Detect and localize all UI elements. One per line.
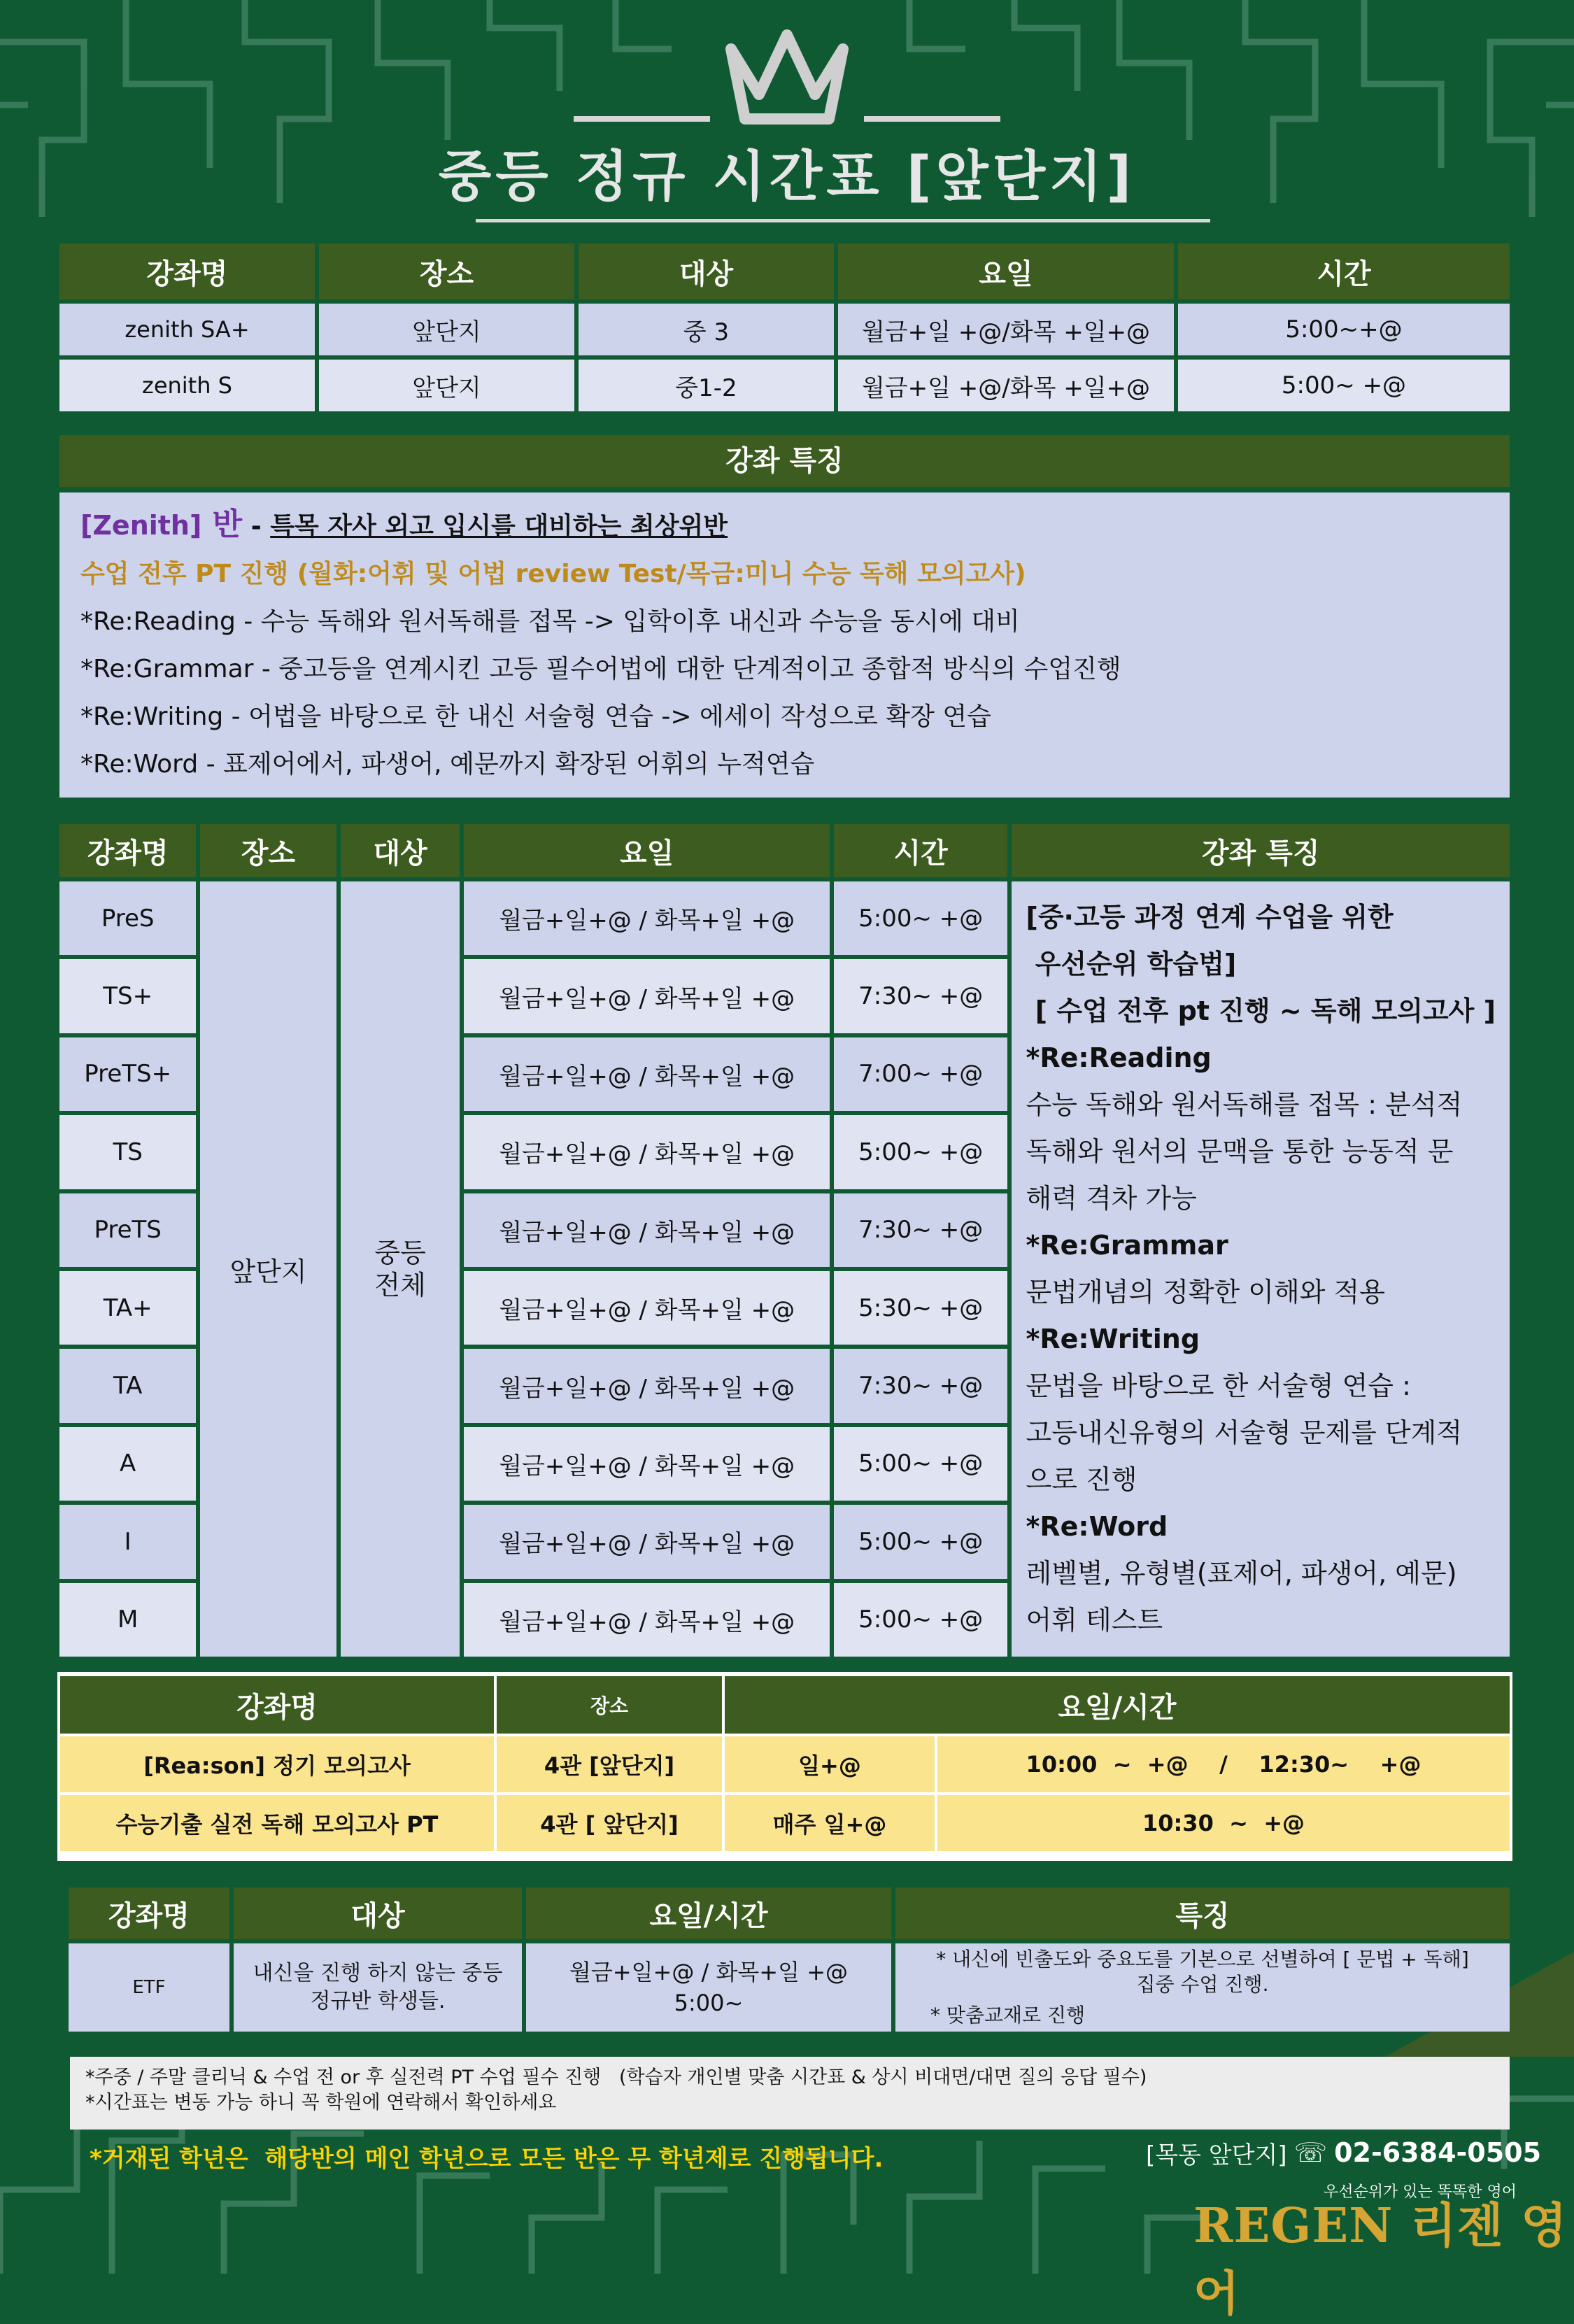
table-row: [60, 1736, 1510, 1792]
header-course: 강좌명: [59, 824, 196, 877]
time: 5:00~ +@: [834, 881, 1008, 955]
feature-text: *Re:Writing: [1026, 1324, 1200, 1354]
header-target: 대상: [341, 824, 460, 877]
crown-icon: [574, 14, 1000, 133]
days: 월금+일+@ / 화목+일 +@: [464, 1427, 829, 1501]
header-time: 시간: [834, 824, 1008, 877]
dash: -: [242, 512, 271, 541]
time: 7:00~ +@: [834, 1037, 1008, 1111]
location: 앞단지: [319, 304, 574, 355]
time: 5:00~+@: [1178, 304, 1510, 355]
time: 5:00~ +@: [834, 1583, 1008, 1657]
header-location: 장소: [200, 824, 336, 877]
time: 5:00~ +@: [1178, 360, 1510, 411]
header-course: 강좌명: [59, 243, 315, 299]
table-row: [59, 304, 1510, 355]
phone-icon: ☏: [1293, 2137, 1328, 2168]
days: 월금+일+@ / 화목+일 +@: [464, 1271, 829, 1345]
feature-text: * 내신에 빈출도와 중요도를 기본으로 선별하여 [ 문법 + 독해] 집중 수업 진행.: [936, 1948, 1469, 1996]
header-location: 장소: [319, 243, 574, 299]
zenith-description: 특목 자사 외고 입시를 대비하는 최상위반: [270, 512, 728, 541]
course-name: ETF: [69, 1943, 229, 2032]
table-row: [59, 360, 1510, 411]
location: 4관 [ 앞단지]: [497, 1795, 722, 1851]
course-features: [1012, 881, 1510, 1657]
class-label: 반: [201, 506, 243, 542]
days: 월금+일 +@/화목 +일+@: [838, 360, 1174, 411]
course-name: M: [59, 1583, 196, 1657]
note-line: *시간표는 변동 가능 하니 꼭 학원에 연락해서 확인하세요: [85, 2092, 557, 2113]
footer-notice: *거재된 학년은 해당반의 메인 학년으로 모든 반은 무 학년제로 진행됩니다.: [90, 2145, 884, 2173]
regen-logo: REGEN 리젠 영어: [1193, 2198, 1568, 2322]
header-days: 요일: [464, 824, 829, 877]
table-row: [59, 881, 1510, 955]
feature-text: 독해와 원서의 문맥을 통한 능동적 문: [1026, 1136, 1454, 1167]
header-target: 대상: [579, 243, 834, 299]
features-panel: [59, 493, 1510, 798]
contact-label: [목동 앞단지]: [1146, 2141, 1287, 2169]
feature-line-reading: *Re:Reading - 수능 독해와 원서독해를 접목 -> 입학이후 내신과 수능을 동시에 대비: [80, 607, 1020, 636]
feature-text: *Re:Grammar: [1026, 1230, 1228, 1261]
days: 일+@: [725, 1736, 935, 1792]
time: 10:30 ~ +@: [937, 1795, 1510, 1851]
feature-text: *Re:Word: [1026, 1511, 1168, 1542]
time: 5:00~ +@: [834, 1115, 1008, 1189]
feature-text: [ 수업 전후 pt 진행 ~ 독해 모의고사 ]: [1026, 996, 1496, 1026]
course-name: TS: [59, 1115, 196, 1189]
location: 앞단지: [319, 360, 574, 411]
target: 중등 전체: [341, 881, 460, 1657]
header-time: 시간: [1178, 243, 1510, 299]
course-name: zenith SA+: [59, 304, 315, 355]
days: 월금+일+@ / 화목+일 +@: [464, 1037, 829, 1111]
time: 10:00 ~ +@ / 12:30~ +@: [937, 1736, 1510, 1792]
mock-exam-table: [57, 1673, 1512, 1854]
header-features: 강좌 특징: [1012, 824, 1510, 877]
phone-number[interactable]: 02-6384-0505: [1334, 2137, 1542, 2168]
feature-text: 문법개념의 정확한 이해와 적용: [1026, 1277, 1385, 1308]
target: 중1-2: [579, 360, 834, 411]
course-name: PreTS+: [59, 1037, 196, 1111]
feature-text: * 맞춤교재로 진행: [930, 2004, 1086, 2027]
feature-text: 해력 격차 가능: [1026, 1183, 1197, 1214]
zenith-tag: [Zenith]: [80, 510, 202, 541]
header-course: 강좌명: [60, 1676, 494, 1734]
days-time: 월금+일+@ / 화목+일 +@ 5:00~: [526, 1943, 891, 2032]
course-name: [Rea:son] 정기 모의고사: [60, 1736, 494, 1792]
contact-info: [1146, 2135, 1541, 2170]
course-name: TA+: [59, 1271, 196, 1345]
etf-table: [64, 1883, 1514, 2036]
target: 내신을 진행 하지 않는 중등 정규반 학생들.: [234, 1943, 522, 2032]
feature-line-grammar: *Re:Grammar - 중고등을 연계시킨 고등 필수어법에 대한 단계적이고 종합적 방식의 수업진행: [80, 655, 1121, 683]
header-target: 대상: [234, 1887, 522, 1939]
days: 월금+일+@ / 화목+일 +@: [464, 959, 829, 1033]
title-underline: [476, 219, 1210, 222]
page-title: 중등 정규 시간표 [앞단지]: [438, 146, 1136, 208]
header-location: 장소: [497, 1676, 722, 1734]
header-course: 강좌명: [69, 1887, 229, 1939]
feature-text: 으로 진행: [1026, 1464, 1137, 1495]
table-row: [60, 1795, 1510, 1851]
course-name: TS+: [59, 959, 196, 1033]
header-days-time: 요일/시간: [526, 1887, 891, 1939]
time: 7:30~ +@: [834, 1193, 1008, 1267]
course-name: PreTS: [59, 1193, 196, 1267]
feature-text: 수능 독해와 원서독해를 접목 : 분석적: [1026, 1089, 1463, 1120]
course-name: PreS: [59, 881, 196, 955]
days: 월금+일 +@/화목 +일+@: [838, 304, 1174, 355]
table-row: [69, 1943, 1510, 2032]
feature-line-writing: *Re:Writing - 어법을 바탕으로 한 내신 서술형 연습 -> 에세이 작성으로 확장 연습: [80, 702, 991, 731]
feature-line-word: *Re:Word - 표제어에서, 파생어, 예문까지 확장된 어휘의 누적연습: [80, 750, 815, 779]
feature-text: 우선순위 학습법]: [1026, 949, 1237, 979]
time: 5:00~ +@: [834, 1505, 1008, 1578]
feature-text: [중·고등 과정 연계 수업을 위한: [1026, 902, 1394, 933]
header-features: 특징: [895, 1887, 1510, 1939]
course-name: A: [59, 1427, 196, 1501]
time: 5:30~ +@: [834, 1271, 1008, 1345]
course-name: I: [59, 1505, 196, 1578]
note-line: *주중 / 주말 클리닉 & 수업 전 or 후 실전력 PT 수업 필수 진행 (학습자 개인별 맞춤 시간표 & 상시 비대면/대면 질의 응답 필수): [85, 2067, 1147, 2088]
feature-line-zenith: [80, 501, 1489, 551]
days: 매주 일+@: [725, 1795, 935, 1851]
course-name: zenith S: [59, 360, 315, 411]
etf-features: [895, 1943, 1510, 2032]
days: 월금+일+@ / 화목+일 +@: [464, 1583, 829, 1657]
course-name: TA: [59, 1349, 196, 1422]
time: 7:30~ +@: [834, 959, 1008, 1033]
schedule-table-regular: [55, 820, 1514, 1661]
course-name: 수능기출 실전 독해 모의고사 PT: [60, 1795, 494, 1851]
location: 4관 [앞단지]: [497, 1736, 722, 1792]
feature-text: 문법을 바탕으로 한 서술형 연습 :: [1026, 1370, 1411, 1401]
target: 중 3: [579, 304, 834, 355]
time: 5:00~ +@: [834, 1427, 1008, 1501]
time: 7:30~ +@: [834, 1349, 1008, 1422]
days: 월금+일+@ / 화목+일 +@: [464, 1349, 829, 1422]
days: 월금+일+@ / 화목+일 +@: [464, 1505, 829, 1578]
header-days-time: 요일/시간: [725, 1676, 1510, 1734]
slogan: 우선순위가 있는 똑똑한 영어: [1324, 2183, 1517, 2201]
days: 월금+일+@ / 화목+일 +@: [464, 881, 829, 955]
feature-text: 레벨별, 유형별(표제어, 파생어, 예문): [1026, 1558, 1457, 1589]
feature-text: 어휘 테스트: [1026, 1605, 1163, 1636]
feature-text: 고등내신유형의 서술형 문제를 단계적: [1026, 1417, 1463, 1448]
days: 월금+일+@ / 화목+일 +@: [464, 1115, 829, 1189]
feature-line-pt: 수업 전후 PT 진행 (월화:어휘 및 어법 review Test/목금:미니 수능 독해 모의고사): [80, 560, 1026, 588]
schedule-table-zenith: [55, 239, 1514, 416]
location: 앞단지: [200, 881, 336, 1657]
days: 월금+일+@ / 화목+일 +@: [464, 1193, 829, 1267]
feature-text: *Re:Reading: [1026, 1042, 1212, 1073]
notes-box: [70, 2057, 1510, 2130]
header-days: 요일: [838, 243, 1174, 299]
features-header: 강좌 특징: [59, 435, 1510, 487]
